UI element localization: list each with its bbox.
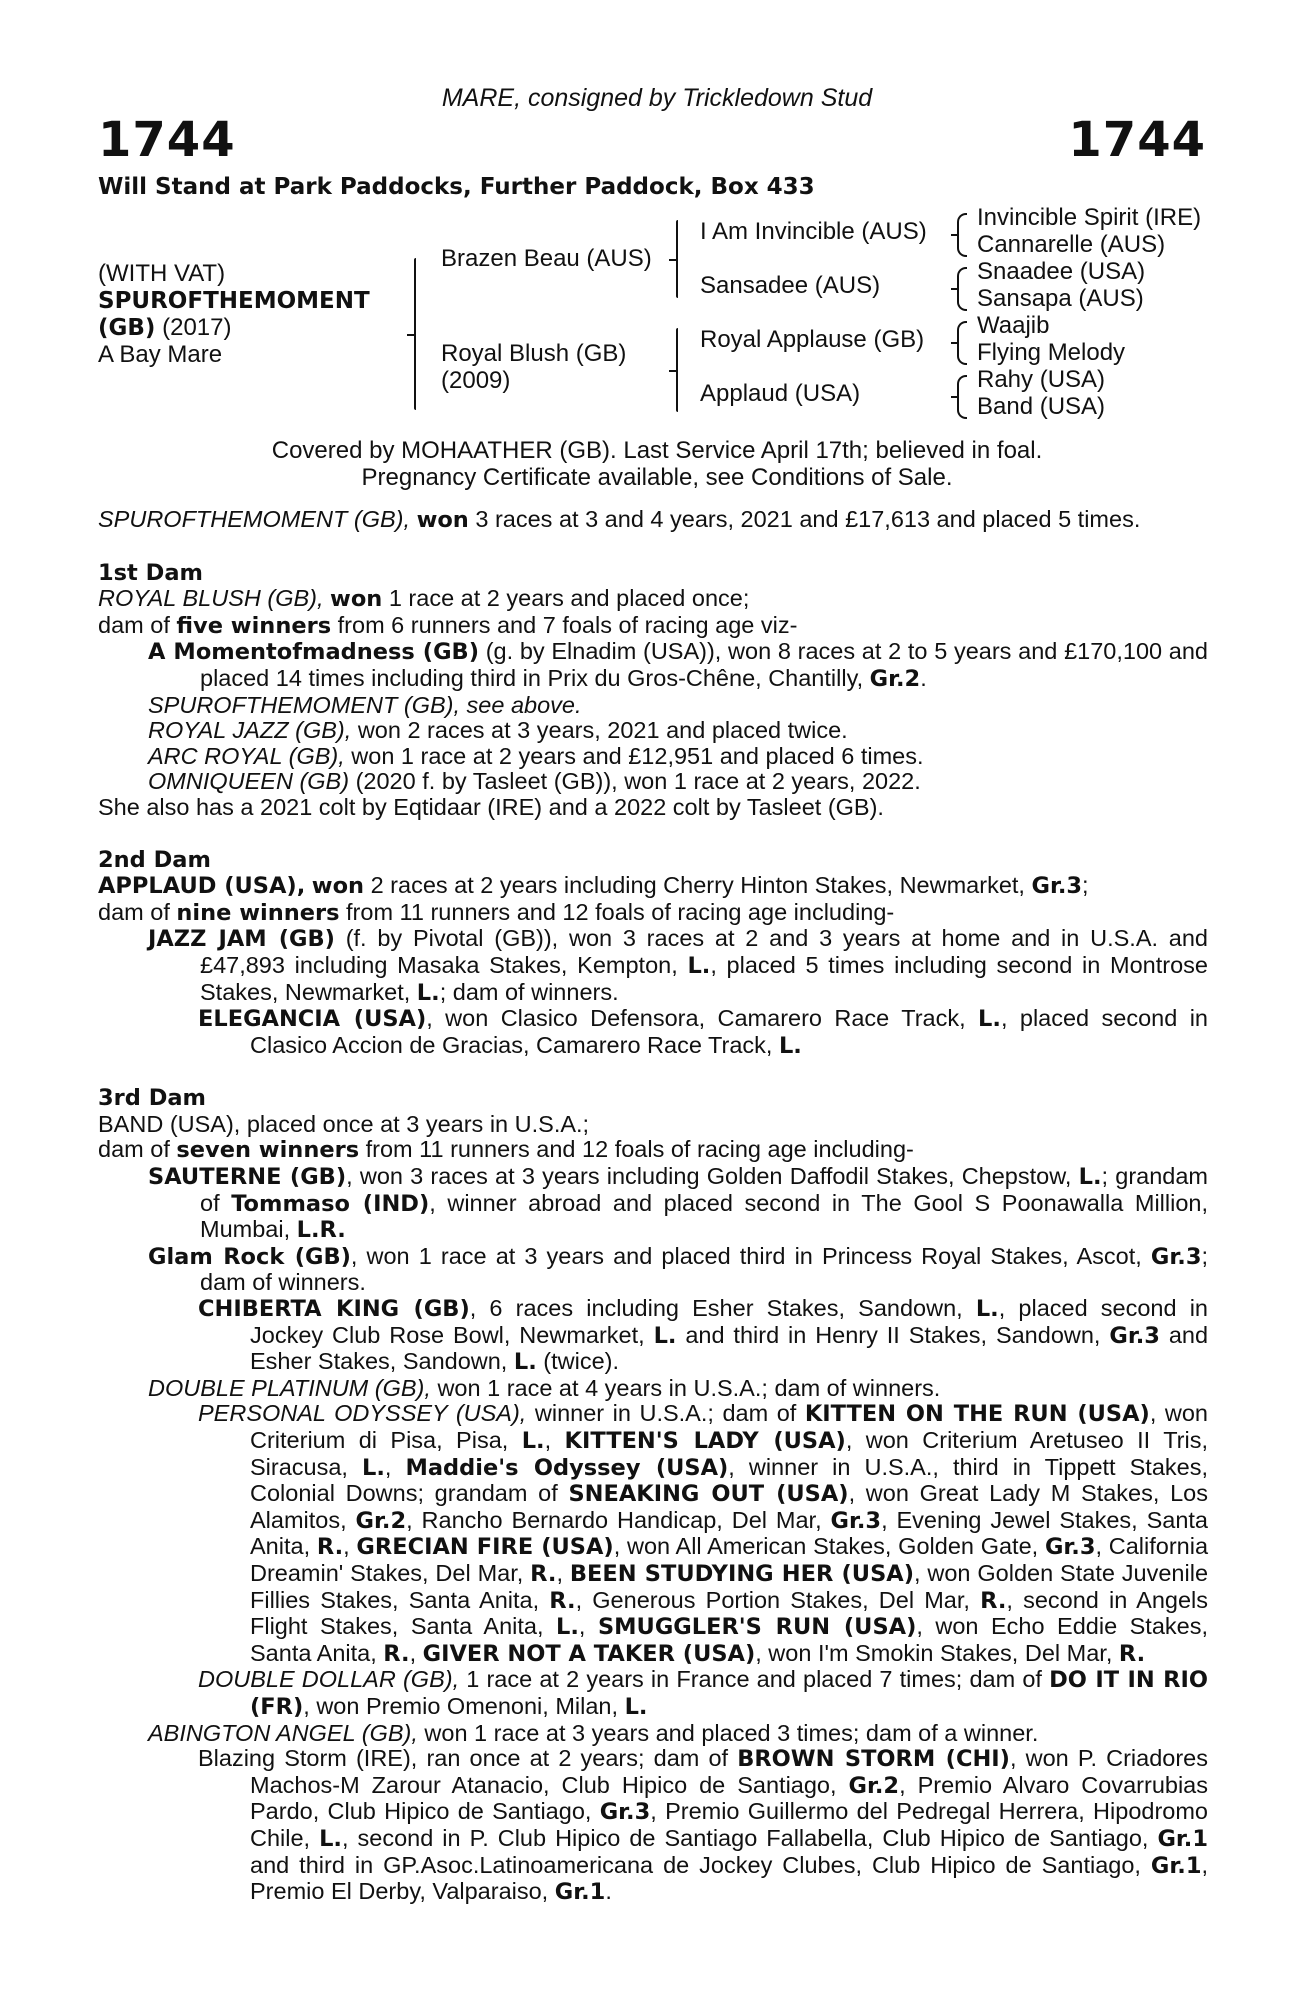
third-dam-entry-3: CHIBERTA KING (GB), 6 races including Esher Stakes, Sandown, L., placed second in Jockey Club Rose Bowl, Newmarket, L. and third in Henry II Stakes, Sandown, Gr.3 and Esher Stakes, Sandown, L. (twice). [198,1295,1209,1376]
bracket-ds [957,321,967,365]
first-dam-entry-5: OMNIQUEEN (GB) (2020 f. by Tasleet (GB)), won 1 race at 2 years, 2022. [148,768,921,795]
consignor-line: MARE, consigned by Trickledown Stud [441,84,873,112]
gg-dds: Rahy (USA) [977,366,1106,393]
vat-note: (WITH VAT) [98,260,226,287]
gg-sds: Snaadee (USA) [977,258,1146,285]
second-dam-heading: 2nd Dam [98,846,211,873]
first-dam-produce: dam of five winners from 6 runners and 7 foals of racing age viz- [98,611,798,639]
first-dam-entry-1: A Momentofmadness (GB) (g. by Elnadim (USA)), won 8 races at 2 to 5 years and £170,100 and placed 14 times including third in Prix du Gros-Chêne, Chantilly, Gr.2. [148,638,1208,692]
first-dam-entry-4: ARC ROYAL (GB), won 1 race at 2 years and £12,951 and placed 6 times. [148,742,924,769]
sire-dam: Sansadee (AUS) [700,272,881,299]
dam-dam: Applaud (USA) [700,380,861,407]
third-dam-heading: 3rd Dam [98,1085,206,1112]
third-dam-entry-4: DOUBLE PLATINUM (GB), won 1 race at 4 years in U.S.A.; dam of winners. [148,1374,941,1401]
first-dam-entry-3: ROYAL JAZZ (GB), won 2 races at 3 years, 2021 and placed twice. [148,717,848,744]
sire: Brazen Beau (AUS) [441,245,652,272]
bracket-dd [957,375,967,419]
sire-sire: I Am Invincible (AUS) [700,218,927,245]
third-dam-line: BAND (USA), placed once at 3 years in U.S.A.; [98,1110,590,1137]
bracket-ss [957,213,967,257]
horse-description: A Bay Mare [98,341,223,368]
first-dam-entry-2: SPUROFTHEMOMENT (GB), see above. [148,691,582,718]
second-dam-entry-2: ELEGANCIA (USA), won Clasico Defensora, Camarero Race Track, L., placed second in Clasico Accion de Gracias, Camarero Race Track, L. [198,1005,1208,1059]
gg-ddd: Band (USA) [977,393,1106,420]
gg-ssd: Cannarelle (AUS) [977,231,1166,258]
second-dam-entry-1: JAZZ JAM (GB) (f. by Pivotal (GB)), won 3 races at 2 and 3 years at home and in U.S.A. and £47,893 including Masaka Stakes, Kempton, L., placed 5 times including second in Montrose Stakes, Newmarket, L.; dam of winners. [148,925,1208,1006]
lot-number-right: 1744 [1068,112,1206,168]
horse-name-text: SPUROFTHEMOMENT [98,288,370,314]
bracket-sd [957,267,967,311]
stabling-line: Will Stand at Park Paddocks, Further Paddock, Box 433 [98,174,815,200]
bracket-sire [676,220,678,298]
second-dam-line: APPLAUD (USA), won 2 races at 2 years including Cherry Hinton Stakes, Newmarket, Gr.3; [98,872,1089,900]
horse-origin [98,314,231,342]
third-dam-entry-5: PERSONAL ODYSSEY (USA), winner in U.S.A.; dam of KITTEN ON THE RUN (USA), won Criterium di Pisa, Pisa, L., KITTEN'S LADY (USA), won Criterium Aretuseo II Tris, Siracusa, L., Maddie's Odyssey (USA), winner in U.S.A., third in Tippett Stakes, Colonial Downs; grandam of SNEAKING OUT (USA), won Great Lady M Stakes, Los Alamitos, Gr.2, Rancho Bernardo Handicap, Del Mar, Gr.3, Evening Jewel Stakes, Santa Anita, R., GRECIAN FIRE (USA), won All American Stakes, Golden Gate, Gr.3, California Dreamin' Stakes, Del Mar, R., BEEN STUDYING HER (USA), won Golden State Juvenile Fillies Stakes, Santa Anita, R., Generous Portion Stakes, Del Mar, R., second in Angels Flight Stakes, Santa Anita, L., SMUGGLER'S RUN (USA), won Echo Eddie Stakes, Santa Anita, R., GIVER NOT A TAKER (USA), won I'm Smokin Stakes, Del Mar, R. [198,1400,1209,1667]
dam: Royal Blush (GB) [441,340,627,367]
horse-name [98,287,370,315]
second-dam-produce: dam of nine winners from 11 runners and 12 foals of racing age including- [98,898,895,926]
gg-dsd: Flying Melody [977,339,1126,366]
first-dam-also: She also has a 2021 colt by Eqtidaar (IRE) and a 2022 colt by Tasleet (GB). [98,793,884,820]
gg-sdd: Sansapa (AUS) [977,285,1144,312]
pregnancy-line: Pregnancy Certificate available, see Conditions of Sale. [361,464,953,491]
horse-suffix: (GB) [98,315,156,341]
intro-paragraph: SPUROFTHEMOMENT (GB), won 3 races at 3 and 4 years, 2021 and £17,613 and placed 5 times. [98,506,1141,533]
horse-year: (2017) [162,314,232,341]
third-dam-entry-6: DOUBLE DOLLAR (GB), 1 race at 2 years in France and placed 7 times; dam of DO IT IN RIO (FR), won Premio Omenoni, Milan, L. [198,1666,1208,1720]
lot-number-left: 1744 [98,112,236,168]
third-dam-produce: dam of seven winners from 11 runners and 12 foals of racing age including- [98,1136,914,1164]
third-dam-entry-8: Blazing Storm (IRE), ran once at 2 years; dam of BROWN STORM (CHI), won P. Criadores Machos-M Zarour Atanacio, Club Hipico de Santiago, Gr.2, Premio Alvaro Covarrubias Pardo, Club Hipico de Santiago, Gr.3, Premio Guillermo del Pedregal Herrera, Hipodromo Chile, L., second in P. Club Hipico de Santiago Fallabella, Club Hipico de Santiago, Gr.1 and third in GP.Asoc.Latinoamericana de Jockey Clubes, Club Hipico de Santiago, Gr.1, Premio El Derby, Valparaiso, Gr.1. [198,1745,1209,1906]
first-dam-heading: 1st Dam [98,559,203,586]
bracket-main [414,258,416,410]
race-record [98,507,1208,1906]
gg-sss: Invincible Spirit (IRE) [977,204,1202,231]
third-dam-entry-7: ABINGTON ANGEL (GB), won 1 race at 3 years and placed 3 times; dam of a winner. [148,1719,1039,1746]
first-dam-line: ROYAL BLUSH (GB), won 1 race at 2 years and placed once; [98,585,750,613]
third-dam-entry-2: Glam Rock (GB), won 1 race at 3 years and placed third in Princess Royal Stakes, Ascot, Gr.3; dam of winners. [148,1242,1209,1296]
covered-line: Covered by MOHAATHER (GB). Last Service April 17th; believed in foal. [271,437,1043,464]
bracket-dam [676,328,678,412]
dam-year: (2009) [441,367,511,394]
dam-sire: Royal Applause (GB) [700,326,925,353]
third-dam-entry-1: SAUTERNE (GB), won 3 races at 3 years including Golden Daffodil Stakes, Chepstow, L.; grandam of Tommaso (IND), winner abroad and placed second in The Gool S Poonawalla Million, Mumbai, L.R. [148,1163,1209,1244]
gg-dss: Waajib [977,312,1050,339]
